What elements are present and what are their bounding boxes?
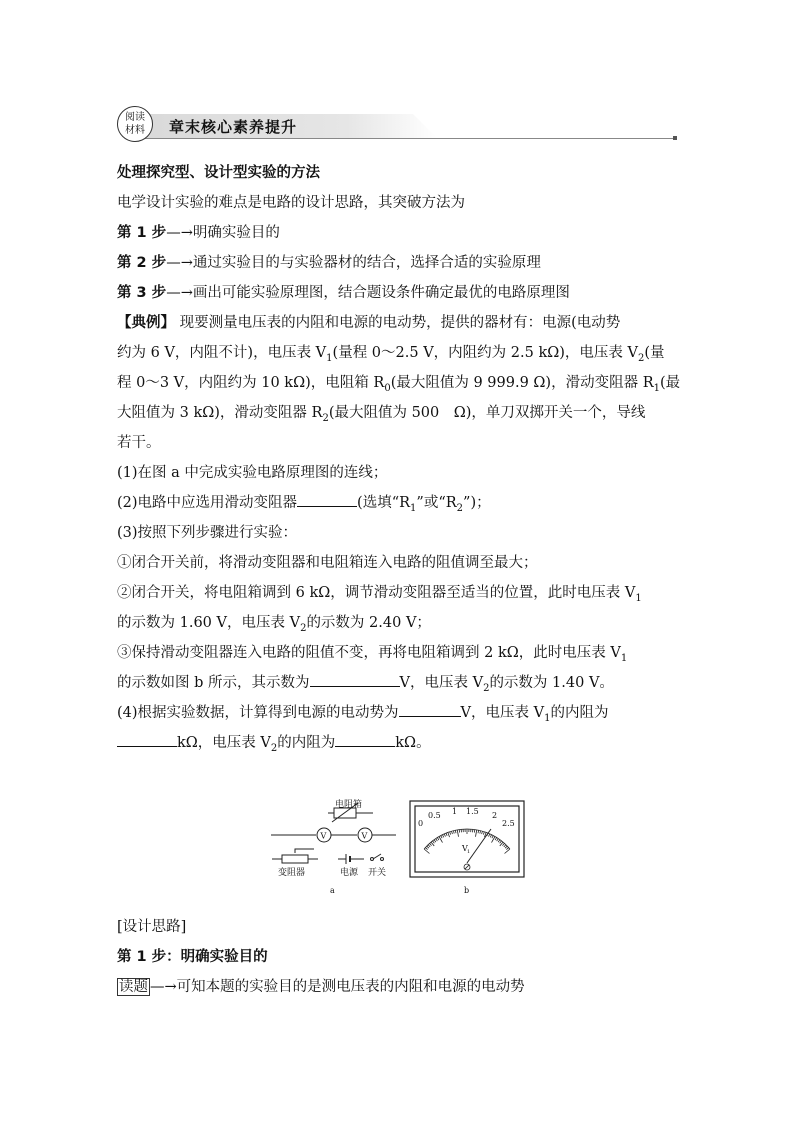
procedure-step-1: ①闭合开关前，将滑动变阻器和电阻箱连入电路的阻值调至最大；: [117, 555, 538, 571]
switch-contact: [381, 858, 384, 861]
banner-rule: [137, 138, 677, 139]
chapter-banner: [117, 104, 677, 140]
read-question-label: 读题: [119, 979, 148, 995]
experiment-figure: [268, 797, 532, 907]
banner-title: 章末核心素养提升: [169, 118, 298, 136]
example-tag: 【典例】: [117, 315, 175, 331]
answer-blank-rheostat[interactable]: [297, 490, 357, 507]
label-v2: V: [361, 831, 368, 841]
question-1: (1)在图 a 中完成实验电路原理图的连线；: [117, 465, 388, 481]
intro-text: 电学设计实验的难点是电路的设计思路，其突破方法为: [117, 195, 465, 211]
answer-blank-v1-reading[interactable]: [310, 670, 400, 687]
reading-material-badge: 阅读 材料: [117, 106, 153, 142]
label-v1: V: [320, 831, 327, 841]
rheostat-symbol: [282, 855, 308, 863]
label-rheostat: 变阻器: [278, 868, 306, 878]
answer-blank-v1-resistance[interactable]: [117, 730, 177, 747]
rheostat-slider: [295, 849, 314, 853]
example-line-5: 若干。: [117, 435, 161, 451]
section-title: 处理探究型、设计型实验的方法: [117, 165, 320, 181]
step-2: 第 2 步—→通过实验目的与实验器材的结合，选择合适的实验原理: [117, 255, 541, 271]
voltmeter-dial-b: [410, 801, 524, 877]
question-4-line-2: kΩ，电压表 $V_2$的内阻为 kΩ。: [117, 728, 677, 758]
example-line-1: 【典例】 现要测量电压表的内阻和电源的电动势，提供的器材有：电源(电动势: [117, 315, 621, 331]
banner-rule-end: [673, 136, 677, 140]
tick-label-1: 1: [452, 807, 458, 816]
tick-label-2-5: 2.5: [502, 819, 515, 828]
step-1: 第 1 步—→明确实验目的: [117, 225, 280, 241]
caption-a: a: [330, 886, 335, 895]
step-3: 第 3 步—→画出可能实验原理图，结合题设条件确定最优的电路原理图: [117, 285, 570, 301]
tick-label-2: 2: [492, 811, 498, 820]
article-body: [117, 158, 681, 758]
example-line-3: 程 0～3 V，内阻约为 10 kΩ)，电阻箱 $R_0$(最大阻值为 9 999.9 Ω)，滑动变阻器 $R_1$(最: [117, 375, 681, 394]
tick-label-1-5: 1.5: [466, 807, 479, 816]
design-thinking: [117, 912, 677, 1002]
question-2: (2)电路中应选用滑动变阻器 (选填“$R_1$”或“$R_2$”)；: [117, 488, 677, 518]
example-line-4: 大阻值为 3 kΩ)，滑动变阻器 $R_2$(最大阻值为 500 Ω)，单刀双掷开关一个，导线: [117, 405, 646, 424]
caption-b: b: [464, 886, 470, 895]
tick-label-0-5: 0.5: [428, 811, 441, 820]
question-4-line-1: (4)根据实验数据，计算得到电源的电动势为 V，电压表 $V_1$的内阻为: [117, 698, 677, 728]
answer-blank-emf[interactable]: [399, 700, 461, 717]
procedure-step-2-line-2: 的示数为 1.60 V，电压表 $V_2$的示数为 2.40 V；: [117, 615, 431, 634]
switch-lever: [373, 854, 381, 859]
tick-label-0: 0: [418, 819, 424, 828]
meter-label-sub: 1: [467, 849, 471, 855]
label-source: 电源: [340, 868, 359, 878]
example-line-2: 约为 6 V，内阻不计)，电压表 $V_1$(量程 0～2.5 V，内阻约为 2.5 kΩ)，电压表 $V_2$(量: [117, 345, 665, 364]
design-step-1: 第 1 步：明确实验目的: [117, 949, 268, 965]
meter-label: V: [462, 844, 468, 853]
design-read-line: 读题 —→可知本题的实验目的是测电压表的内阻和电源的电动势: [119, 979, 525, 995]
question-3: (3)按照下列步骤进行实验：: [117, 525, 298, 541]
label-switch: 开关: [368, 868, 387, 878]
design-heading: [设计思路]: [117, 919, 187, 935]
answer-blank-v2-resistance[interactable]: [335, 730, 395, 747]
procedure-step-2-line-1: ②闭合开关，将电阻箱调到 6 kΩ，调节滑动变阻器至适当的位置，此时电压表 $V_1$: [117, 585, 642, 604]
label-resistance-box: 电阻箱: [335, 800, 363, 810]
procedure-step-3-line-1: ③保持滑动变阻器连入电路的阻值不变，再将电阻箱调到 2 kΩ，此时电压表 $V_1$: [117, 645, 628, 664]
circuit-diagram-a: [271, 803, 396, 864]
procedure-step-3-line-2: 的示数如图 b 所示，其示数为 V，电压表 $V_2$的示数为 1.40 V。: [117, 668, 677, 698]
